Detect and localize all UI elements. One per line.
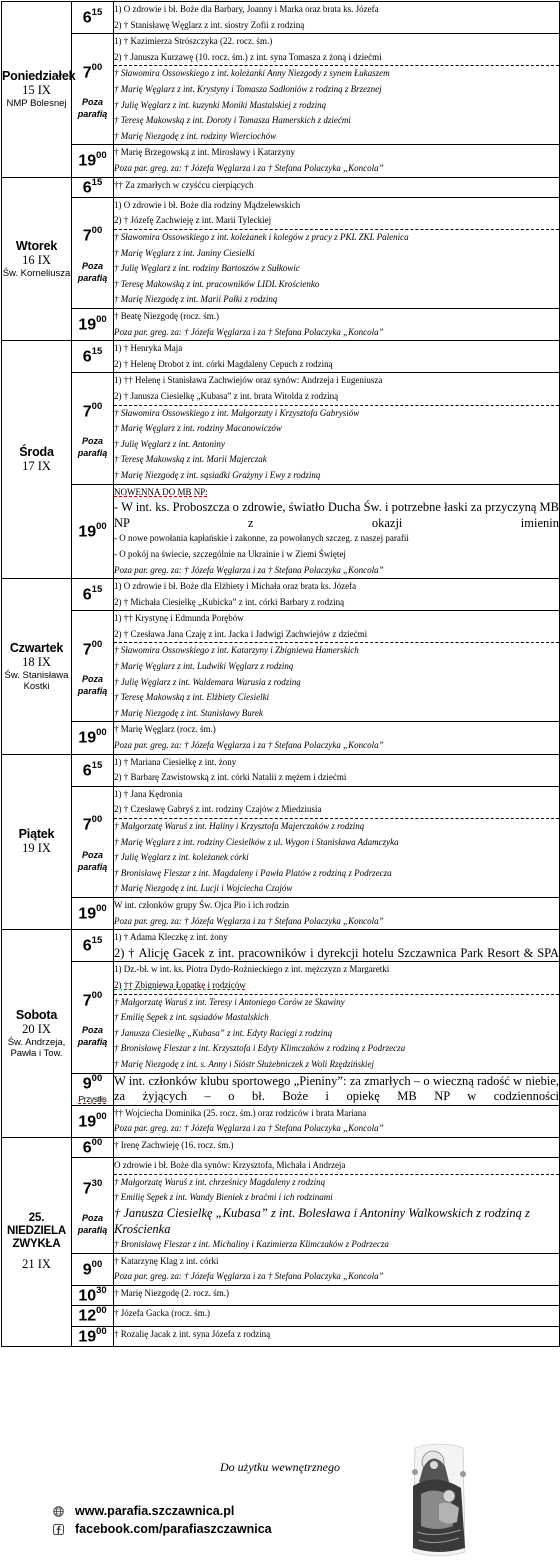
day-date: 19 IX	[22, 841, 51, 856]
time-minutes: 00	[91, 989, 103, 1001]
mass-row	[2, 611, 560, 722]
day-cell	[2, 1137, 72, 1346]
intention-line-outside: Poza par. greg. za: † Józefa Węglarza i za † Stefana Polaczyka „Koncola”	[114, 326, 384, 337]
time-hour: 6	[82, 178, 92, 196]
mass-row	[2, 34, 560, 145]
mass-row	[2, 1105, 560, 1137]
mass-row	[2, 341, 560, 373]
time-minutes: 00	[91, 400, 103, 412]
mass-time	[72, 373, 114, 484]
mass-intentions	[114, 1105, 560, 1137]
madonna-icon-image	[405, 1442, 473, 1560]
time-minutes: 15	[91, 176, 103, 188]
time-minutes: 30	[96, 1284, 107, 1296]
mass-intentions	[114, 1285, 560, 1305]
facebook-icon	[53, 1524, 64, 1535]
outside-parish-label: Poza parafią	[77, 436, 108, 459]
day-cell	[2, 930, 72, 1138]
intention-line-outside: † Janusza Ciesielkę „Kubasa” z int. Edyty Racięgi z rodziną	[114, 1027, 333, 1038]
mass-row	[2, 722, 560, 754]
intention-line-outside: † Teresę Makowską z int. pracowników LIDL Krościenko	[114, 278, 320, 289]
mass-schedule-table	[1, 1, 560, 1347]
intention-line-outside: Poza par. greg. za: † Józefa Węglarza i za † Stefana Polaczyka „Koncola”	[114, 162, 384, 173]
time-hour: 7	[82, 1180, 92, 1198]
intention-line: O zdrowie i bł. Boże dla synów: Krzysztofa, Michała i Andrzeja	[114, 1158, 559, 1175]
time-hour: 6	[82, 586, 92, 604]
mass-row	[2, 1306, 560, 1326]
time-minutes: 00	[91, 61, 103, 73]
outside-parish-label: Poza parafią	[77, 849, 108, 872]
time-minutes: 00	[96, 902, 107, 914]
intention-line: 1) Dz.-bł. w int. ks. Piotra Dydo-Rożnieckiego z int. mężczyzn z Margaretki	[114, 964, 390, 975]
intention-line-outside: † Marię Niezgodę z int. Stanisławy Burek	[114, 707, 263, 718]
time-minutes: 15	[91, 935, 103, 947]
intention-line-outside: † Emilię Sępek z int. sąsiadów Mastalskich	[114, 1012, 269, 1023]
day-cell	[2, 341, 72, 579]
intention-line: 1) †† Krystynę i Edmunda Porębów	[114, 613, 244, 624]
mass-intentions	[114, 145, 560, 177]
intention-line-outside: Poza par. greg. za: † Józefa Węglarza i za † Stefana Polaczyka „Koncola”	[114, 1123, 384, 1134]
mass-time	[72, 579, 114, 611]
mass-intentions	[114, 962, 560, 1073]
day-name: Wtorek	[15, 238, 58, 253]
intention-line: 1) O zdrowie i bł. Boże dla Elżbiety i Michała oraz brata ks. Józefa	[114, 581, 357, 592]
time-note: Przystłis	[78, 1093, 107, 1104]
time-minutes: 00	[91, 1258, 103, 1270]
intention-line-outside: † Janusza Ciesielkę „Kubasa” z int. Bolesława i Antoniny Walkowskich z rodziną z Krościenka	[114, 1206, 530, 1236]
mass-intentions	[114, 34, 560, 145]
time-minutes: 00	[91, 225, 103, 237]
intention-line-outside: † Emilię Sępek z int. Wandy Bieniek z braćmi i ich rodzinami	[114, 1192, 333, 1203]
time-hour: 19	[78, 152, 97, 170]
outside-parish-label: Poza parafią	[77, 674, 108, 697]
mass-row	[2, 145, 560, 177]
time-minutes: 00	[96, 1110, 107, 1122]
intention-line: † Beatę Niezgodę (rocz. śm.)	[114, 311, 219, 322]
mass-row	[2, 962, 560, 1073]
day-date: 17 IX	[22, 459, 51, 474]
mass-intentions	[114, 722, 560, 754]
mass-time	[72, 1158, 114, 1254]
mass-time	[72, 1137, 114, 1157]
mass-intentions	[114, 611, 560, 722]
intention-line-outside: † Marię Niezgodę z int. rodziny Wierciochów	[114, 130, 277, 141]
facebook-link[interactable]	[53, 1520, 272, 1538]
time-minutes: 15	[91, 759, 103, 771]
intention-line-outside: † Marię Niezgodę z int. Marii Pałki z rodziną	[114, 294, 278, 305]
day-date: 18 IX	[22, 654, 51, 669]
intention-line: 2) † Józefę Zachwieję z int. Marii Tyleckiej	[114, 213, 559, 230]
mass-time	[72, 1326, 114, 1346]
day-date: 20 IX	[22, 1022, 51, 1037]
intention-line: 2) † Helenę Drobot z int. córki Magdaleny Cepuch z rodziną	[114, 358, 333, 369]
mass-time	[72, 484, 114, 579]
intention-line-outside: † Marię Węglarz z int. Krystyny i Tomasza Sadłoniów z rodziną z Brzeznej	[114, 83, 382, 94]
day-feast: NMP Bolesnej	[6, 98, 67, 110]
intention-line: 2) † Janusza Kurzawę (10. rocz. śm.) z int. syna Tomasza z żoną i dziećmi	[114, 50, 559, 67]
intention-line-outside: Poza par. greg. za: † Józefa Węglarza i za † Stefana Polaczyka „Koncola”	[114, 915, 384, 926]
intention-line-outside: † Sławomira Ossowskiego z int. koleżanek i kolegów z pracy z PKL ZKL Palenica	[114, 232, 409, 243]
intention-line: † Katarzynę Klag z int. córki	[114, 1255, 219, 1266]
time-hour: 19	[78, 1112, 97, 1130]
mass-time	[72, 34, 114, 145]
intention-line: † Marię Węglarz (rocz. śm.)	[114, 724, 216, 735]
mass-row	[2, 2, 560, 34]
mass-row	[2, 897, 560, 929]
outside-parish-label: Poza parafią	[77, 1025, 108, 1048]
time-hour: 7	[82, 816, 92, 834]
time-hour: 7	[82, 403, 92, 421]
intention-line: † Irenę Zachwieję (16. rocz. śm.)	[114, 1139, 234, 1150]
intention-line: † Marię Brzegowską z int. Mirosławy i Katarzyny	[114, 147, 295, 158]
mass-row	[2, 1137, 560, 1157]
mass-time	[72, 1073, 114, 1105]
mass-row	[2, 177, 560, 197]
intention-line: †† Wojciecha Dominika (25. rocz. śm.) oraz rodziców i brata Mariana	[114, 1107, 367, 1118]
day-feast: Św. Andrzeja, Pawła i Tow.	[7, 1037, 66, 1060]
intention-line: 2) † Alicję Gacek z int. pracowników i dyrekcji hotelu Szczawnica Park Resort & SPA	[114, 945, 559, 960]
time-minutes: 15	[91, 584, 103, 596]
time-minutes: 15	[91, 6, 103, 18]
intention-line-outside: † Bronisławę Fleszar z int. Michaliny i Kazimierza Klimczaków z Podrzecza	[114, 1239, 389, 1250]
mass-time	[72, 177, 114, 197]
intention-line-outside: † Teresę Makowską z int. Marii Majerczak	[114, 454, 267, 465]
intention-line-outside: † Marię Węglarz z int. Ludwiki Węglarz z rodziną	[114, 661, 294, 672]
mass-row	[2, 1073, 560, 1105]
day-cell	[2, 2, 76, 178]
mass-intentions	[114, 754, 560, 786]
time-hour: 6	[82, 1139, 92, 1157]
intention-line-outside: † Bronisławę Fleszar z int. Magdaleny i Pawła Platów z rodziną z Podrzecza	[114, 867, 392, 878]
intention-line: 2) †† Zbigniewa Łopatkę i rodziców	[114, 978, 559, 995]
intention-line: - W int. ks. Proboszcza o zdrowie, światło Ducha Św. i potrzebne łaski za przyczyną MB NP z okazji imienin	[114, 500, 559, 530]
mass-intentions	[114, 1137, 560, 1157]
mass-time	[72, 611, 114, 722]
intention-line-outside: † Julię Węglarz z int. Waldemara Warusia z rodziną	[114, 676, 301, 687]
mass-row	[2, 930, 560, 962]
day-cell	[2, 579, 72, 755]
intention-line-outside: † Marię Niezgodę z int. Lucji i Wojciecha Czajów	[114, 883, 293, 894]
intention-line: NOWENNA DO MB NP:	[114, 486, 208, 497]
day-name: Poniedziałek	[2, 69, 76, 84]
day-feast: Św. Stanisława Kostki	[4, 669, 69, 692]
intention-line: †† Za zmarłych w czyśćcu cierpiących	[114, 179, 254, 190]
mass-intentions	[114, 197, 560, 308]
mass-time	[72, 341, 114, 373]
time-hour: 19	[78, 316, 97, 334]
mass-time	[72, 309, 114, 341]
mass-time	[72, 930, 114, 962]
time-minutes: 15	[91, 346, 103, 358]
intention-line-outside: † Bronisławę Fleszar z int. Krzysztofa i Edyty Klimczaków z rodziną z Podrzecza	[114, 1043, 406, 1054]
time-hour: 19	[78, 522, 97, 540]
intention-line: 2) † Czesława Jana Czaję z int. Jacka i Jadwigi Zachwiejów z dziećmi	[114, 627, 559, 644]
mass-time	[72, 786, 114, 897]
mass-intentions	[114, 1326, 560, 1346]
day-name: Piątek	[18, 827, 55, 842]
mass-time	[72, 2, 114, 34]
outside-parish-label: Poza parafią	[77, 260, 108, 283]
intention-line: W int. członków klubu sportowego „Pieniny”: za zmarłych – o wieczną radość w niebie, za żyjących – o bł. Boże i opiekę MB NP w codzienności	[114, 1073, 559, 1104]
intention-line: 1) O zdrowie i bł. Boże dla rodziny Mądzelewskich	[114, 199, 301, 210]
intention-line-outside: † Marię Węglarz z int. rodziny Ciesielków z ul. Wygon i Stanisława Adamczyka	[114, 836, 399, 847]
intention-line: 2) † Czesławę Gabryś z int. rodziny Czajów z Miedziusia	[114, 802, 559, 819]
intention-line: 1) † Kazimierza Strószczyka (22. rocz. śm.)	[114, 36, 273, 47]
mass-row	[2, 786, 560, 897]
intention-line-outside: † Sławomira Ossowskiego z int. Małgorzaty i Krzysztofa Gabrysiów	[114, 407, 360, 418]
intention-line-outside: † Julię Węglarz z int. Antoniny	[114, 438, 225, 449]
mass-intentions	[114, 2, 560, 34]
intention-line: 2) † Barbarę Zawistowską z int. córki Natalii z mężem i dziećmi	[114, 772, 347, 783]
mass-row	[2, 1285, 560, 1305]
time-hour: 7	[82, 992, 92, 1010]
intention-line: 1) † Jana Kędronia	[114, 788, 183, 799]
intention-line-outside: † Marię Węglarz z int. rodziny Macanowiczów	[114, 423, 282, 434]
intention-line-outside: † Marię Niezgodę z int. sąsiadki Grażyny i Ewy z rodziną	[114, 469, 321, 480]
time-minutes: 30	[91, 1177, 103, 1189]
time-hour: 12	[78, 1307, 97, 1325]
outside-parish-label: Poza parafią	[77, 96, 108, 119]
mass-intentions	[114, 177, 560, 197]
intention-line: † Józefa Gacka (rocz. śm.)	[114, 1308, 210, 1319]
mass-intentions	[114, 373, 560, 484]
mass-time	[72, 897, 114, 929]
time-hour: 7	[82, 227, 92, 245]
time-hour: 7	[82, 641, 92, 659]
mass-row	[2, 754, 560, 786]
intention-line: - O nowe powołania kapłańskie i zakonne, za powołanych szczeg. z naszej parafii	[114, 533, 409, 544]
mass-intentions	[114, 1306, 560, 1326]
day-name: Środa	[19, 445, 54, 460]
intention-line-outside: † Teresę Makowską z int. Elżbiety Ciesielki	[114, 692, 270, 703]
time-minutes: 00	[96, 313, 107, 325]
intention-line: 1) O zdrowie i bł. Boże dla Barbary, Joanny i Marka oraz brata ks. Józefa	[114, 4, 379, 14]
intention-line-outside: † Julię Węglarz z int. rodziny Bartoszów z Sułkowic	[114, 263, 300, 274]
mass-row	[2, 309, 560, 341]
website-text: www.parafia.szczawnica.pl	[75, 1504, 235, 1518]
mass-intentions	[114, 930, 560, 962]
intention-line: 2) † Stanisławę Węglarz z int. siostry Zofii z rodziną	[114, 19, 305, 30]
mass-time	[72, 197, 114, 308]
intention-line-outside: † Teresę Makowską z int. Doroty i Tomasza Hamerskich z dziećmi	[114, 115, 351, 126]
intention-line: † Marię Niezgodę (2. rocz. śm.)	[114, 1287, 229, 1298]
mass-time	[72, 145, 114, 177]
day-name: 25. NIEDZIELA ZWYKŁA	[7, 1211, 66, 1250]
intention-line-outside: † Małgorzatę Waruś z int. Haliny i Krzysztofa Majerczaków z rodziną	[114, 821, 365, 832]
website-link[interactable]	[53, 1502, 272, 1520]
mass-row	[2, 197, 560, 308]
mass-time	[72, 1105, 114, 1137]
outside-parish-label: Poza parafią	[77, 1213, 108, 1236]
time-minutes: 00	[96, 1305, 107, 1317]
mass-intentions	[114, 579, 560, 611]
intention-line: † Rozalię Jacak z int. syna Józefa z rodziną	[114, 1328, 271, 1339]
intention-line: 1) † Mariana Ciesielkę z int. żony	[114, 756, 237, 767]
mass-intentions	[114, 786, 560, 897]
day-feast: Św. Korneliusza	[2, 267, 71, 279]
time-minutes: 00	[91, 1136, 103, 1148]
time-hour: 9	[82, 1075, 92, 1093]
intention-line: 2) † Janusza Ciesielkę „Kubasa” z int. brata Witolda z rodziną	[114, 389, 559, 406]
time-minutes: 00	[96, 727, 107, 739]
time-hour: 6	[82, 937, 92, 955]
intention-line: - O pokój na świecie, szczególnie na Ukrainie i w Ziemi Świętej	[114, 548, 346, 559]
intention-line-outside: Poza par. greg. za: † Józefa Węglarza i za † Stefana Polaczyka „Koncola”	[114, 564, 384, 575]
intention-line-outside: † Marię Węglarz z int. Janiny Ciesielki	[114, 247, 255, 258]
mass-row	[2, 1253, 560, 1285]
time-hour: 6	[82, 9, 92, 27]
mass-row	[2, 1326, 560, 1346]
mass-intentions	[114, 484, 560, 579]
day-cell	[2, 177, 72, 341]
intention-line-outside: † Małgorzatę Waruś z int. Teresy i Antoniego Corów ze Skawiny	[114, 996, 345, 1007]
intention-line-outside: † Małgorzatę Waruś z int. chrześnicy Magdaleny z rodziną	[114, 1176, 326, 1187]
day-date: 15 IX	[22, 83, 51, 98]
mass-row	[2, 484, 560, 579]
time-minutes: 00	[96, 150, 107, 162]
facebook-text: facebook.com/parafiaszczawnica	[75, 1522, 272, 1536]
mass-time	[72, 1253, 114, 1285]
day-name: Czwartek	[9, 640, 64, 655]
mass-intentions	[114, 341, 560, 373]
time-minutes: 00	[91, 1073, 103, 1085]
time-hour: 6	[82, 761, 92, 779]
intention-line-outside: Poza par. greg. za: † Józefa Węglarza i za † Stefana Polaczyka „Koncola”	[114, 1271, 384, 1282]
intention-line: 2) † Michała Ciesielkę „Kubicka” z int. córki Barbary z rodziną	[114, 596, 345, 607]
time-hour: 7	[82, 63, 92, 81]
time-minutes: 00	[96, 1325, 107, 1337]
mass-intentions	[114, 897, 560, 929]
footer-links	[53, 1502, 272, 1538]
day-name: Sobota	[15, 1008, 58, 1023]
intention-line-outside: † Sławomira Ossowskiego z int. koleżanki Anny Niezgody z synem Łukaszem	[114, 68, 390, 79]
day-date: 21 IX	[22, 1256, 51, 1271]
footer-note: Do użytku wewnętrznego	[220, 1460, 340, 1474]
mass-time	[72, 1306, 114, 1326]
intention-line-outside: † Marię Niezgodę z int. s. Anny i Sióstr Służebniczek z Woli Rzędzińskiej	[114, 1058, 374, 1069]
mass-intentions	[114, 1073, 560, 1105]
mass-time	[72, 722, 114, 754]
globe-icon	[53, 1506, 64, 1517]
intention-line: 1) † Henryka Maja	[114, 343, 183, 354]
mass-intentions	[114, 1253, 560, 1285]
mass-time	[72, 754, 114, 786]
time-minutes: 00	[91, 638, 103, 650]
day-date: 16 IX	[22, 252, 51, 267]
time-hour: 19	[78, 729, 97, 747]
intention-line: 1) †† Helenę i Stanisława Zachwiejów oraz synów: Andrzeja i Eugeniusza	[114, 375, 383, 386]
intention-line: 1) † Adama Kleczkę z int. żony	[114, 932, 228, 943]
time-hour: 6	[82, 348, 92, 366]
time-hour: 19	[78, 905, 97, 923]
time-hour: 19	[78, 1327, 97, 1345]
time-minutes: 00	[96, 520, 107, 532]
mass-intentions	[114, 1158, 560, 1254]
time-hour: 9	[82, 1261, 92, 1279]
intention-line: W int. członków grupy Św. Ojca Pio i ich rodzin	[114, 899, 289, 910]
mass-row	[2, 1158, 560, 1254]
mass-time	[72, 962, 114, 1073]
mass-intentions	[114, 309, 560, 341]
mass-time	[72, 1285, 114, 1305]
intention-line-outside: † Sławomira Ossowskiego z int. Katarzyny i Zbigniewa Hamerskich	[114, 645, 359, 656]
intention-line-outside: † Julię Węglarz z int. koleżanek córki	[114, 852, 249, 863]
mass-row	[2, 373, 560, 484]
day-cell	[2, 754, 72, 930]
intention-line-outside: Poza par. greg. za: † Józefa Węglarza i za † Stefana Polaczyka „Koncola”	[114, 740, 384, 751]
time-minutes: 00	[91, 814, 103, 826]
mass-row	[2, 579, 560, 611]
time-hour: 10	[78, 1287, 97, 1305]
intention-line-outside: † Julię Węglarz z int. kuzynki Moniki Mastalskiej z rodziną	[114, 99, 327, 110]
